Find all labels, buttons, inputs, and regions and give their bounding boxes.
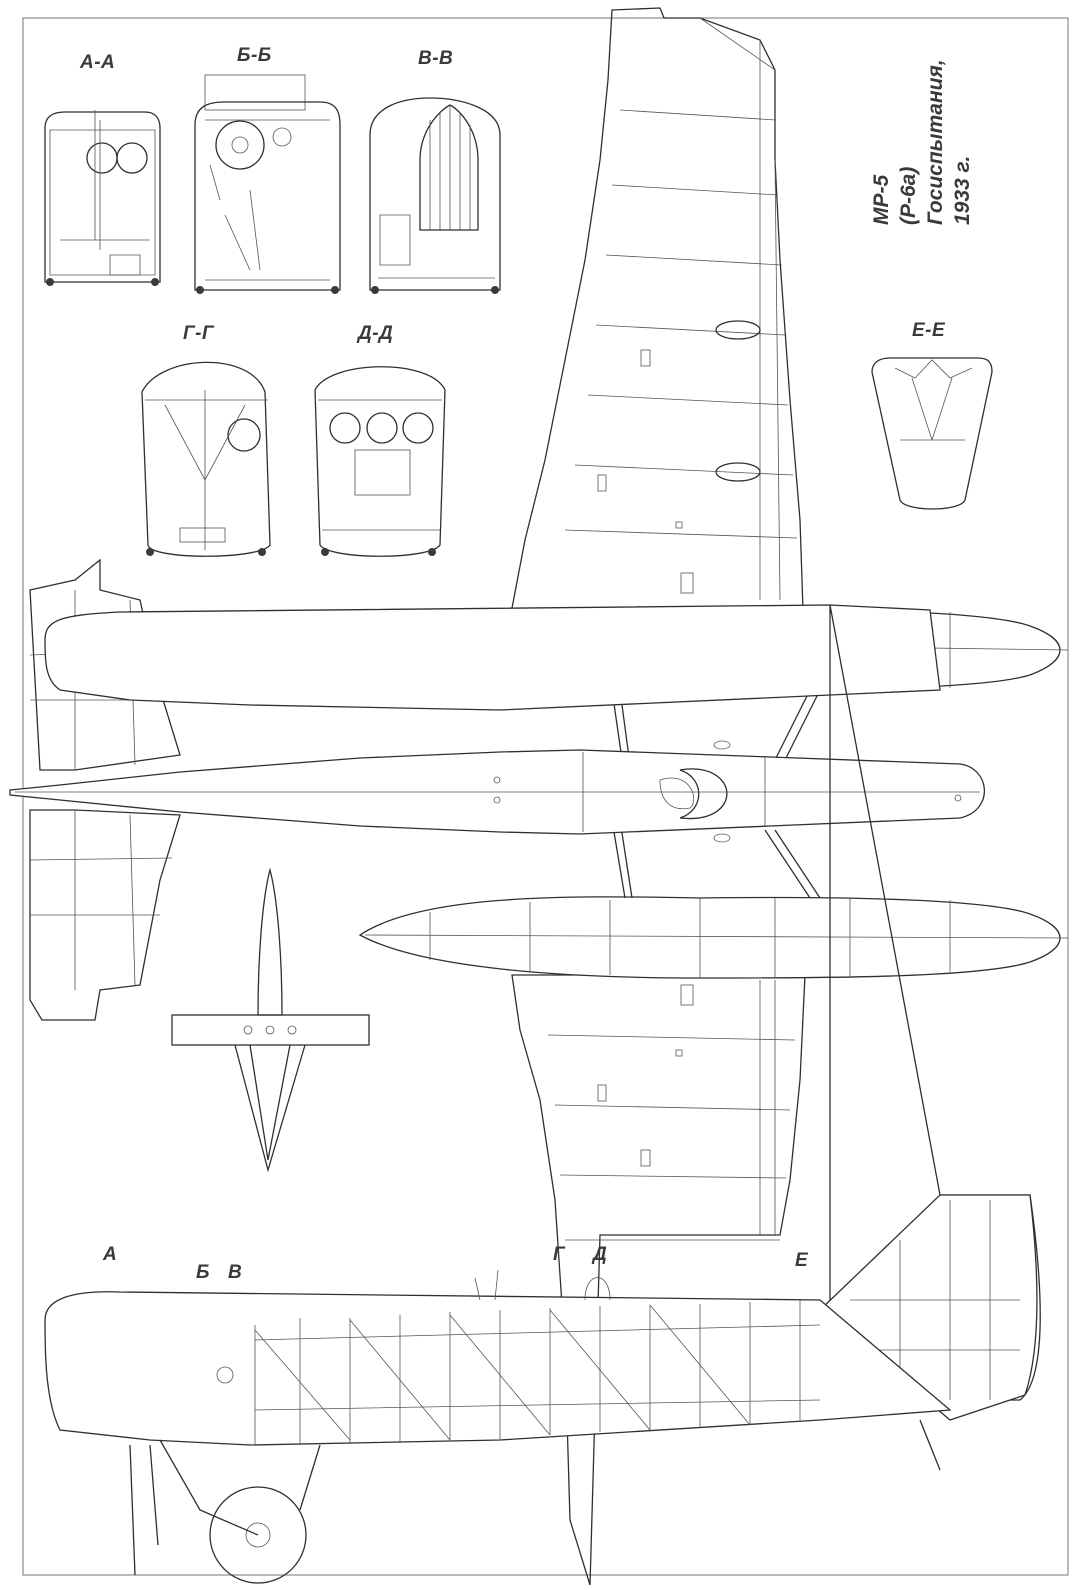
lower-wing-plan (512, 975, 805, 1585)
section-label-dd: Д-Д (358, 323, 394, 344)
title-line-4: 1933 г. (951, 155, 974, 225)
cut-mark-b: Б (196, 1262, 210, 1283)
section-label-aa: А-А (80, 52, 116, 73)
tail-section-view (172, 870, 369, 1170)
cut-mark-e: Е (795, 1250, 809, 1271)
cut-mark-v: В (228, 1262, 243, 1283)
section-gg (142, 362, 270, 556)
section-label-gg: Г-Г (183, 323, 215, 344)
section-vv (370, 98, 500, 294)
fuselage-plan (10, 741, 984, 842)
section-label-bb: Б-Б (237, 45, 272, 66)
section-label-ee: Е-Е (912, 320, 946, 341)
section-ee (872, 358, 992, 509)
upper-wing-plan (512, 8, 803, 610)
cut-mark-g: Г (553, 1244, 566, 1265)
title-line-3: Госиспытания, (924, 59, 947, 225)
lower-float-plan (360, 820, 1068, 978)
cut-mark-d: Д (593, 1244, 608, 1265)
section-bb (195, 75, 340, 294)
section-aa (45, 110, 160, 286)
section-label-vv: В-В (418, 48, 454, 69)
title-line-1: МР-5 (870, 174, 893, 225)
title-line-2: (Р-6а) (897, 166, 920, 225)
section-dd (315, 367, 445, 557)
cut-mark-a: А (103, 1244, 118, 1265)
drawing-title (868, 59, 976, 225)
